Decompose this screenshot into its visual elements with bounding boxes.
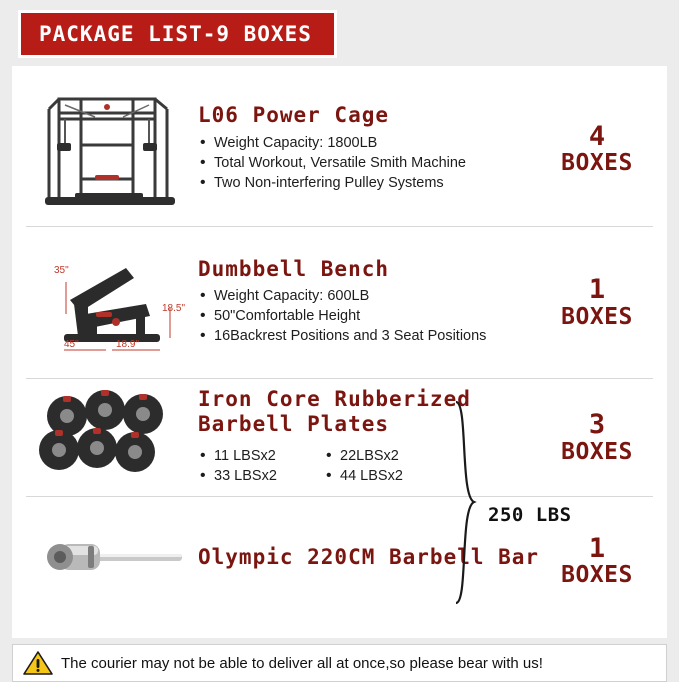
plates-spec-grid	[198, 444, 541, 488]
total-weight-label: 250 LBS	[488, 504, 572, 526]
spec-line: • 44 LBSx2	[324, 468, 444, 484]
quantity-number: 1	[588, 274, 606, 306]
dimension-label: 35"	[54, 265, 69, 276]
spec-line: • Total Workout, Versatile Smith Machine	[198, 155, 541, 171]
dimension-label: 18.9"	[116, 339, 140, 350]
quantity-badge	[541, 532, 653, 589]
adjustable-bench-photo	[26, 227, 194, 378]
spec-line: • Weight Capacity: 600LB	[198, 288, 541, 304]
list-item	[26, 227, 653, 379]
quantity-badge	[541, 120, 653, 177]
power-cage-icon	[35, 83, 185, 215]
item-title: L06 Power Cage	[198, 103, 390, 128]
quantity-number: 1	[588, 532, 606, 564]
spec-line: • 11 LBSx2	[198, 448, 318, 464]
power-cage-photo	[26, 72, 194, 226]
spec-line: • 16Backrest Positions and 3 Seat Positions	[198, 328, 541, 344]
warning-triangle-icon	[23, 650, 53, 676]
list-item	[26, 72, 653, 227]
item-info	[194, 545, 541, 577]
spec-line: • 33 LBSx2	[198, 468, 318, 484]
dimension-label: 18.5"	[162, 303, 186, 314]
item-title: Dumbbell Bench	[198, 256, 390, 281]
item-info	[194, 257, 541, 349]
item-specs	[198, 288, 541, 344]
spec-line: • Weight Capacity: 1800LB	[198, 135, 541, 151]
plates-col-right	[324, 444, 444, 488]
item-specs	[198, 135, 541, 191]
spec-line: • 22LBSx2	[324, 448, 444, 464]
courier-note	[12, 644, 667, 682]
package-list-card	[12, 66, 667, 638]
barbell-bar-photo	[26, 497, 194, 625]
weight-plates-photo	[26, 379, 194, 496]
quantity-number: 4	[588, 120, 606, 152]
quantity-number: 3	[588, 409, 606, 441]
item-info	[194, 387, 541, 488]
quantity-unit: BOXES	[561, 150, 633, 177]
plates-col-left	[198, 444, 318, 488]
barbell-bar-icon	[30, 526, 190, 596]
dimension-label: 45"	[64, 339, 79, 350]
weight-plates-icon	[35, 388, 185, 488]
quantity-unit: BOXES	[561, 303, 633, 330]
quantity-badge	[541, 276, 653, 328]
spec-line: • Two Non-interfering Pulley Systems	[198, 175, 541, 191]
quantity-unit: BOXES	[561, 438, 633, 465]
quantity-unit: BOXES	[561, 562, 633, 589]
page-title: PACKAGE LIST-9 BOXES	[18, 10, 337, 58]
item-title: Olympic 220CM Barbell Bar	[198, 545, 540, 570]
item-info	[194, 103, 541, 195]
spec-line: • 50"Comfortable Height	[198, 308, 541, 324]
quantity-badge	[541, 411, 653, 463]
item-title: Iron Core Rubberized Barbell Plates	[198, 387, 471, 436]
courier-note-text: The courier may not be able to deliver all at once,so please bear with us!	[61, 654, 543, 672]
list-item	[26, 379, 653, 497]
